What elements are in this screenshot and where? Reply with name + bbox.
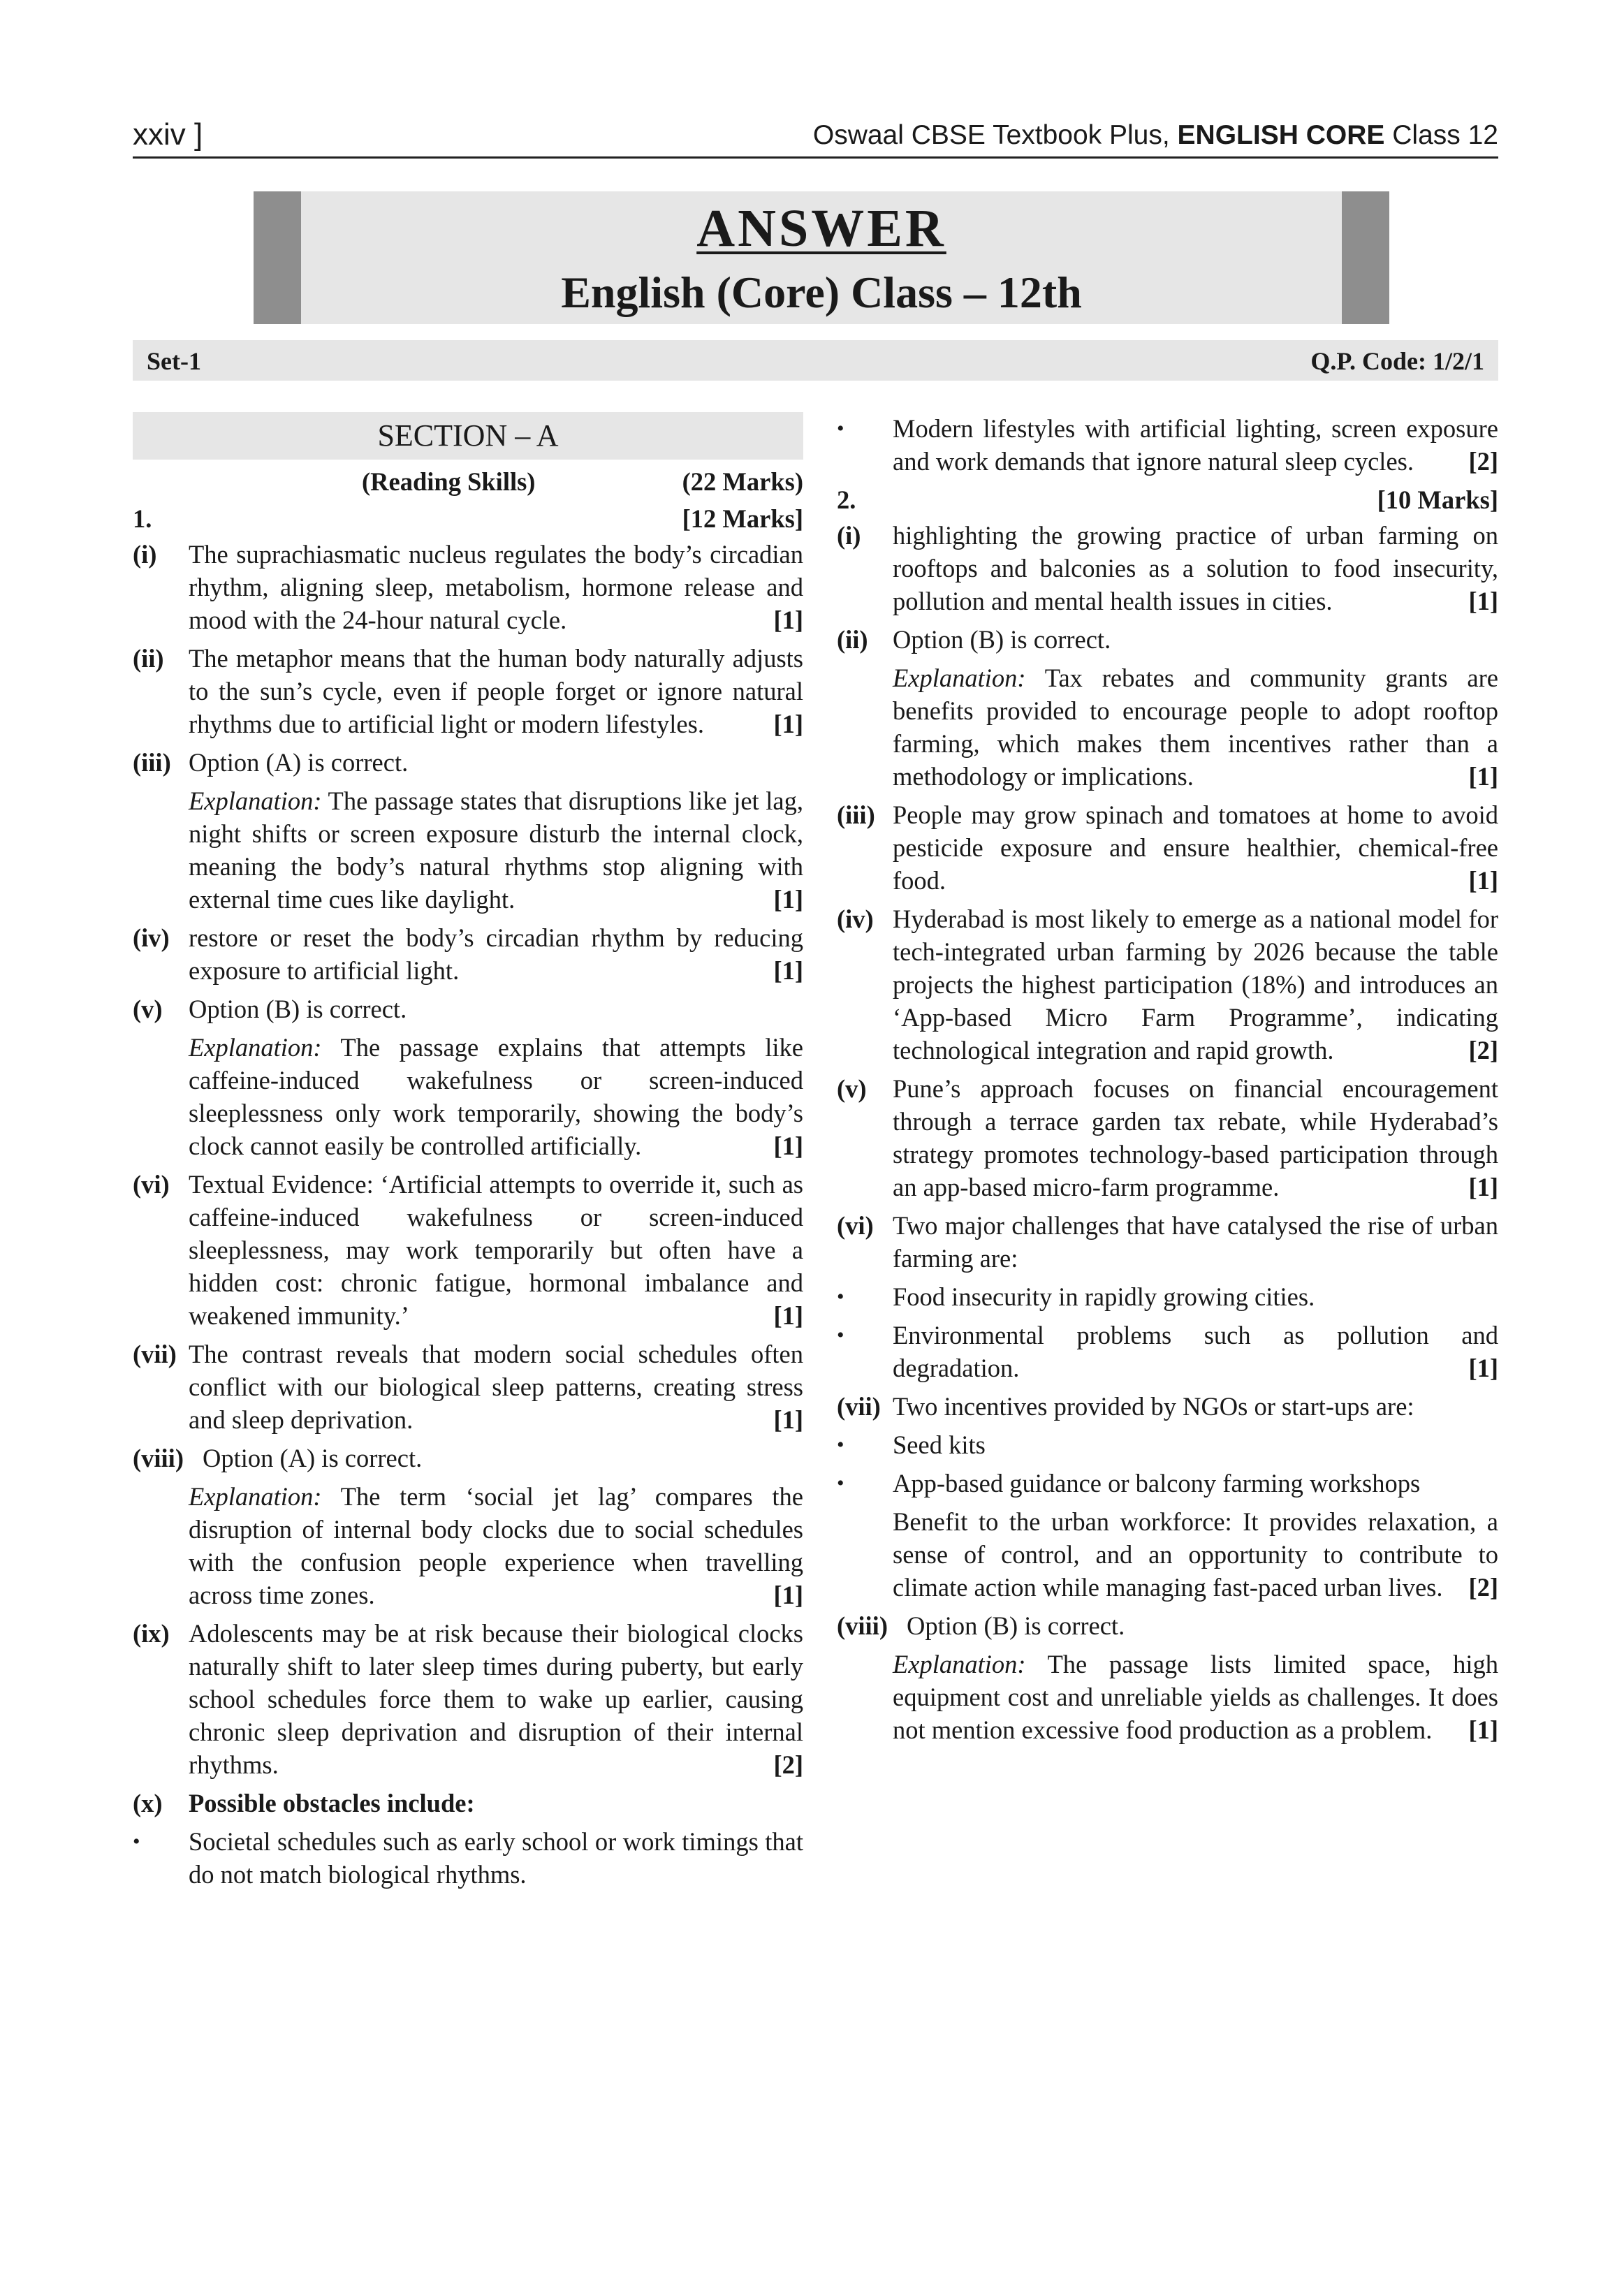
bullet-text: Food insecurity in rapidly growing cities.	[893, 1282, 1315, 1311]
marks-badge: [1]	[773, 1132, 803, 1160]
question-heading	[837, 483, 1498, 516]
marks-badge: [2]	[1468, 1036, 1498, 1064]
item-number: (iii)	[837, 800, 875, 829]
explanation-text: The passage explains that attempts like caffeine-induced wakefulness or screen-induced sleeplessness only work temporarily, showing the body’s clock cannot easily be controlled artificially.	[189, 1033, 803, 1160]
item-number: (ii)	[837, 625, 868, 654]
answer-item	[837, 798, 1498, 897]
explanation	[133, 784, 803, 916]
explanation	[837, 1648, 1498, 1746]
item-text	[893, 412, 1498, 478]
book-prefix: Oswaal CBSE Textbook Plus,	[812, 120, 1178, 150]
answer-item	[837, 1390, 1498, 1423]
marks-badge: [1]	[773, 1581, 803, 1609]
marks-badge: [2]	[1468, 447, 1498, 476]
marks-badge: [1]	[773, 1301, 803, 1330]
item-number: (iv)	[133, 923, 170, 952]
item-number: (v)	[133, 995, 163, 1023]
question-number: 1.	[133, 504, 152, 533]
section-subtitle	[133, 465, 803, 498]
bullet-icon: •	[133, 1830, 140, 1853]
item-text	[189, 642, 803, 740]
answer-item	[837, 623, 1498, 656]
answer-text: The metaphor means that the human body naturally adjusts to the sun’s cycle, even if people forget or ignore natural rhythms due to artificial light or modern lifestyles.	[189, 644, 803, 738]
bullet-icon: •	[837, 1433, 844, 1456]
answer-item	[133, 1617, 803, 1781]
answer-item	[133, 1442, 803, 1474]
item-number: (iv)	[837, 905, 874, 933]
item-text	[893, 519, 1498, 617]
marks-badge: [1]	[1468, 1354, 1498, 1382]
explanation-text: The passage states that disruptions like jet lag, night shifts or screen exposure disturb the internal clock, meaning the body’s natural rhythms stop aligning with external time cues like daylight.	[189, 786, 803, 914]
answer-text: The contrast reveals that modern social schedules often conflict with our biological sleep patterns, creating stress and sleep deprivation.	[189, 1340, 803, 1434]
explanation	[133, 1480, 803, 1611]
item-text	[189, 921, 803, 987]
answer-item	[133, 538, 803, 636]
answer-item	[837, 1209, 1498, 1275]
item-number: (vi)	[133, 1170, 170, 1199]
explanation-label: Explanation:	[893, 664, 1026, 692]
item-number: (vi)	[837, 1211, 874, 1240]
answer-text: Option (A) is correct.	[203, 1444, 423, 1472]
bullet-text: App-based guidance or balcony farming workshops	[893, 1469, 1421, 1498]
answer-item	[133, 1168, 803, 1332]
answer-item	[837, 519, 1498, 617]
bullet-item	[837, 1467, 1498, 1500]
answer-text: Two major challenges that have catalysed the rise of urban farming are:	[893, 1211, 1498, 1273]
question-number: 2.	[837, 485, 856, 514]
marks-badge: [1]	[1468, 1715, 1498, 1744]
section-sub-marks: (22 Marks)	[682, 467, 803, 496]
explanation-label: Explanation:	[189, 1482, 322, 1511]
item-text	[189, 1617, 803, 1781]
answer-text: Two incentives provided by NGOs or start-ups are:	[893, 1392, 1414, 1421]
bullet-text: Environmental problems such as pollution and degradation.	[893, 1321, 1498, 1382]
explanation-label: Explanation:	[189, 786, 322, 815]
explanation-label: Explanation:	[189, 1033, 322, 1062]
marks-badge: [1]	[773, 710, 803, 738]
answer-item	[133, 746, 803, 779]
answer-text: People may grow spinach and tomatoes at home to avoid pesticide exposure and ensure healthier, chemical-free food.	[893, 800, 1498, 895]
set-bar	[133, 340, 1498, 381]
marks-badge: [1]	[773, 956, 803, 985]
bullet-icon: •	[837, 1324, 844, 1347]
marks-badge: [2]	[1468, 1573, 1498, 1602]
item-number: (vii)	[133, 1340, 177, 1368]
item-text	[893, 1072, 1498, 1203]
book-subject: ENGLISH CORE	[1177, 120, 1385, 150]
benefit-paragraph	[837, 1505, 1498, 1604]
answer-text: Possible obstacles include:	[189, 1789, 475, 1817]
bullet-icon: •	[837, 417, 844, 440]
explanation-text: Tax rebates and community grants are benefits provided to encourage people to adopt rooftop farming, which makes them incentives rather than a methodology or implications.	[893, 664, 1498, 791]
answer-item	[837, 902, 1498, 1067]
item-text	[189, 1338, 803, 1436]
answer-text: restore or reset the body’s circadian rhythm by reducing exposure to artificial light.	[189, 923, 803, 985]
answer-text: Pune’s approach focuses on financial encouragement through a terrace garden tax rebate, while Hyderabad’s strategy promotes technology-based participation through an app-based micro-farm programme.	[893, 1074, 1498, 1201]
explanation-text: The passage lists limited space, high equipment cost and unreliable yields as challenges. It does not mention excessive food production as a problem.	[893, 1650, 1498, 1744]
bullet-item	[837, 412, 1498, 478]
item-text	[189, 538, 803, 636]
item-text	[189, 1168, 803, 1332]
item-number: (x)	[133, 1789, 163, 1817]
marks-badge: [2]	[773, 1750, 803, 1779]
item-number: (i)	[133, 540, 157, 569]
banner-title: ANSWER	[696, 199, 946, 258]
answer-banner	[254, 191, 1389, 324]
benefit-text: Benefit to the urban workforce: It provides relaxation, a sense of control, and an opportunity to contribute to climate action while managing fast-paced urban lives.	[893, 1507, 1498, 1602]
answer-item	[133, 993, 803, 1025]
header-rule	[133, 156, 1498, 159]
answer-text: Option (B) is correct.	[189, 995, 407, 1023]
item-number: (ii)	[133, 644, 164, 673]
qp-code: Q.P. Code: 1/2/1	[1310, 347, 1484, 375]
page-number: xxiv ]	[133, 117, 203, 152]
explanation	[837, 661, 1498, 793]
marks-badge: [1]	[1468, 866, 1498, 895]
item-number: (viii)	[837, 1611, 888, 1640]
answer-item	[837, 1072, 1498, 1203]
answer-text: Option (B) is correct.	[907, 1611, 1125, 1640]
item-number: (v)	[837, 1074, 867, 1103]
marks-badge: [1]	[1468, 1173, 1498, 1201]
right-column	[837, 412, 1498, 1752]
item-number: (iii)	[133, 748, 171, 777]
left-column	[133, 412, 803, 1896]
banner-subtitle: English (Core) Class – 12th	[561, 268, 1082, 317]
answer-item	[837, 1609, 1498, 1642]
answer-text: The suprachiasmatic nucleus regulates the body’s circadian rhythm, aligning sleep, metabolism, hormone release and mood with the 24-hour natural cycle.	[189, 540, 803, 634]
bullet-text: Societal schedules such as early school or work timings that do not match biological rhythms.	[189, 1827, 803, 1889]
answer-item	[133, 921, 803, 987]
item-text	[893, 902, 1498, 1067]
answer-item	[133, 1338, 803, 1436]
marks-badge: [1]	[1468, 587, 1498, 615]
item-number: (viii)	[133, 1444, 184, 1472]
answer-text: Option (B) is correct.	[893, 625, 1111, 654]
bullet-text: Modern lifestyles with artificial lighting, screen exposure and work demands that ignore natural sleep cycles.	[893, 414, 1498, 476]
explanation-label: Explanation:	[893, 1650, 1026, 1678]
bullet-text: Seed kits	[893, 1430, 986, 1459]
bullet-icon: •	[837, 1472, 844, 1495]
bullet-item	[837, 1428, 1498, 1461]
item-number: (ix)	[133, 1619, 170, 1648]
bullet-icon: •	[837, 1285, 844, 1308]
section-sub-label: (Reading Skills)	[362, 467, 536, 496]
answer-text: Option (A) is correct.	[189, 748, 409, 777]
answer-text: Textual Evidence: ‘Artificial attempts to override it, such as caffeine-induced wakefulness or screen-induced sleeplessness, may work temporarily but often have a hidden cost: chronic fatigue, hormonal imbalance and weakened immunity.’	[189, 1170, 803, 1330]
question-marks: [10 Marks]	[1377, 485, 1498, 514]
book-class: Class 12	[1384, 120, 1498, 150]
item-text	[893, 1319, 1498, 1384]
answer-text: Hyderabad is most likely to emerge as a national model for tech-integrated urban farming by 2026 because the table projects the highest participation (18%) and introduces an ‘App-based Micro Farm Programme’, indicating technological integration and rapid growth.	[893, 905, 1498, 1064]
answer-text: Adolescents may be at risk because their biological clocks naturally shift to later sleep times during puberty, but early school schedules force them to wake up earlier, causing chronic sleep deprivation and disruption of their internal rhythms.	[189, 1619, 803, 1779]
item-number: (vii)	[837, 1392, 881, 1421]
answer-item	[133, 642, 803, 740]
marks-badge: [1]	[773, 606, 803, 634]
set-label: Set-1	[147, 347, 201, 375]
item-number: (i)	[837, 521, 861, 550]
marks-badge: [1]	[773, 1405, 803, 1434]
book-title	[813, 120, 1498, 151]
item-text	[893, 798, 1498, 897]
question-heading	[133, 502, 803, 535]
marks-badge: [1]	[1468, 762, 1498, 791]
answer-text: highlighting the growing practice of urban farming on rooftops and balconies as a solution to food insecurity, pollution and mental health issues in cities.	[893, 521, 1498, 615]
explanation-text: The term ‘social jet lag’ compares the disruption of internal body clocks due to social schedules with the confusion people experience when travelling across time zones.	[189, 1482, 803, 1609]
bullet-item	[133, 1825, 803, 1891]
question-marks: [12 Marks]	[682, 504, 803, 533]
explanation	[133, 1031, 803, 1162]
answer-item	[133, 1787, 803, 1820]
marks-badge: [1]	[773, 885, 803, 914]
section-title: SECTION – A	[133, 412, 803, 460]
bullet-item	[837, 1319, 1498, 1384]
bullet-item	[837, 1280, 1498, 1313]
